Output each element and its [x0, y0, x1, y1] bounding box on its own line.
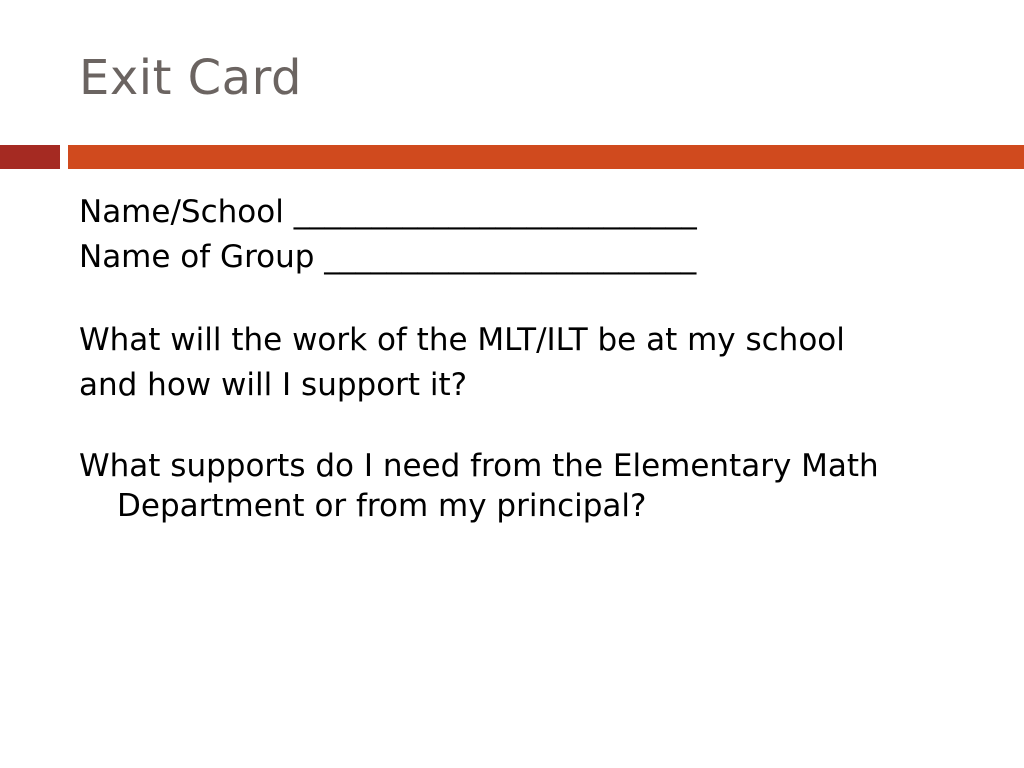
slide-title: Exit Card — [79, 50, 302, 106]
name-of-group-label: Name of Group — [79, 239, 315, 275]
spacer — [79, 280, 979, 318]
accent-bar-right — [68, 145, 1024, 169]
name-school-blank: __________________________ — [293, 194, 697, 230]
question-2-line-2: Department or from my principal? — [117, 488, 647, 524]
name-school-field — [79, 190, 979, 235]
question-1-line-2: and how will I support it? — [79, 367, 468, 403]
accent-bar-left — [0, 145, 60, 169]
name-school-label: Name/School — [79, 194, 284, 230]
name-of-group-blank: ________________________ — [324, 239, 697, 275]
question-1-line-1: What will the work of the MLT/ILT be at my school — [79, 322, 845, 358]
spacer — [79, 408, 979, 446]
question-2-line-1: What supports do I need from the Elementary Math — [79, 448, 879, 484]
name-of-group-field — [79, 235, 979, 280]
slide-body — [79, 190, 979, 526]
